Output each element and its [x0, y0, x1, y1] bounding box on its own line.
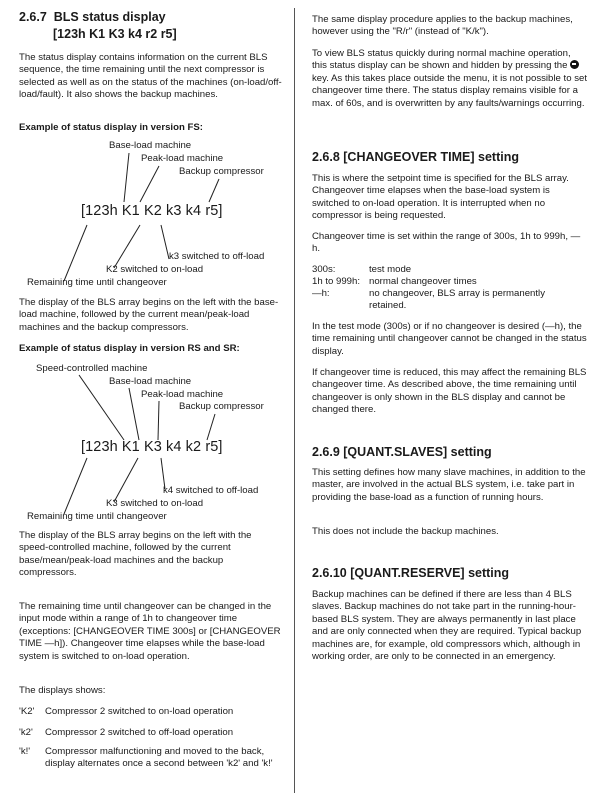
rs-status-sequence: [123h K1 K3 k4 k2 r5]	[81, 439, 223, 455]
rs-peak-load-label: Peak-load machine	[141, 389, 224, 400]
rs-base-load-label: Base-load machine	[109, 376, 192, 387]
rs-status-diagram	[19, 363, 282, 523]
paragraph-remaining-time: The remaining time until changeover can be changed in the input mode within a range of 1h to changeover time (exceptions: [CHANGEOVER TIME 300s] or [CHANGEOVER TIME —h]). Changeover time elapses while the base-load system is switched to on-load operation.	[19, 601, 281, 662]
option-key: 300s:	[312, 264, 336, 275]
option-key: 1h to 999h:	[312, 276, 361, 287]
display-description: Compressor 2 switched to off-load operation	[45, 727, 234, 738]
fs-k2-on-label: K2 switched to on-load	[106, 264, 204, 275]
paragraph-quick-view	[312, 48, 587, 110]
section-number: 2.6.7	[19, 10, 47, 24]
rs-speed-controlled-label: Speed-controlled machine	[36, 363, 148, 374]
paragraph-changeover-setpoint: This is where the setpoint time is specified for the BLS array. Changeover time elapses when the base-load system is switched to on-load operation. It is interrupted when no compressor is being requested.	[312, 173, 569, 222]
display-code: 'K2'	[19, 706, 35, 717]
option-value: normal changeover times	[369, 276, 477, 287]
column-divider	[294, 8, 295, 793]
paragraph-reduced-time: If changeover time is reduced, this may affect the remaining BLS changeover time. As described above, the time remaining until changeover is only shown in the BLS display and cannot be changed there.	[312, 367, 587, 416]
fs-status-sequence: [123h K1 K2 k3 k4 r5]	[81, 203, 223, 219]
quick-view-text-b: key. As this takes place outside the menu, it is not possible to set changeover time there. The status display remains visible for a max. of 60s, and is overwritten by any faults/warnings occurring.	[312, 72, 587, 109]
paragraph-status-intro: The status display contains information on the current BLS sequence, the time remaining until the next compressor is selected as well as on the status of the machines (on-load/off-load/fault). It also shows the backup machines.	[19, 52, 282, 101]
option-value: test mode	[369, 264, 412, 275]
display-code: 'k2'	[19, 727, 33, 738]
paragraph-changeover-range: Changeover time is set within the range of 300s, 1h to 999h, —h.	[312, 231, 581, 255]
quick-view-text-a: To view BLS status quickly during normal machine operation, this status display can be shown and hidden by pressing the	[312, 48, 571, 72]
rs-k4-off-label: k4 switched to off-load	[163, 485, 259, 496]
paragraph-bls-array-fs: The display of the BLS array begins on the left with the base-load machine, followed by the current mean/peak-load machines and the backup compressors.	[19, 297, 279, 333]
fs-remaining-time-label: Remaining time until changeover	[27, 277, 167, 288]
paragraph-quant-slaves: This setting defines how many slave machines, in addition to the master, are involved in the actual BLS system, i.e. take part in providing the base-load as a function of running hours.	[312, 467, 586, 503]
rs-backup-label: Backup compressor	[179, 401, 264, 412]
example-rs-heading: Example of status display in version RS and SR:	[19, 343, 240, 354]
option-key: —h:	[312, 288, 330, 299]
display-description: Compressor malfunctioning and moved to the back, display alternates once a second between 'k2' and 'k!'	[45, 746, 273, 770]
display-code: 'k!'	[19, 746, 31, 757]
rs-remaining-time-label: Remaining time until changeover	[27, 511, 167, 522]
option-value: no changeover, BLS array is permanently retained.	[369, 288, 545, 312]
section-title: BLS status display	[53, 10, 166, 24]
section-2-6-10-heading: 2.6.10 [QUANT.RESERVE] setting	[312, 566, 510, 580]
fs-status-diagram	[19, 140, 282, 290]
rs-k3-on-label: K3 switched to on-load	[106, 498, 204, 509]
fs-k3-off-label: k3 switched to off-load	[169, 251, 265, 262]
section-2-6-9-heading: 2.6.9 [QUANT.SLAVES] setting	[312, 445, 492, 459]
fs-peak-load-label: Peak-load machine	[141, 153, 224, 164]
display-description: Compressor 2 switched to on-load operation	[45, 706, 234, 717]
paragraph-test-mode: In the test mode (300s) or if no changeover is desired (—h), the time remaining until changeover cannot be changed in the status display.	[312, 321, 587, 357]
paragraph-displays-shows: The displays shows:	[19, 685, 106, 696]
paragraph-backup-display: The same display procedure applies to the backup machines, however using the "R/r" (instead of "K/k").	[312, 14, 573, 38]
paragraph-quant-reserve: Backup machines can be defined if there are less than 4 BLS slaves. Backup machines do not take part in the running-hour-based BLS system. They are always permanently in last place and are only connected when they are required. Typical backup machines are, for example, old compressors which, although in working order, are only to be connected in an emergency.	[312, 589, 582, 663]
section-2-6-7-subtitle: [123h K1 K3 k4 r2 r5]	[53, 27, 177, 41]
paragraph-no-backup: This does not include the backup machines.	[312, 526, 499, 537]
fs-base-load-label: Base-load machine	[109, 140, 192, 151]
section-2-6-7-heading	[19, 10, 166, 25]
enter-key-icon	[570, 60, 579, 69]
paragraph-bls-array-rs: The display of the BLS array begins on the left with the speed-controlled machine, followed by the current base/mean/peak-load machines and the backup compressors.	[19, 530, 252, 579]
section-2-6-8-heading: 2.6.8 [CHANGEOVER TIME] setting	[312, 150, 519, 164]
example-fs-heading: Example of status display in version FS:	[19, 122, 203, 133]
fs-backup-label: Backup compressor	[179, 166, 264, 177]
